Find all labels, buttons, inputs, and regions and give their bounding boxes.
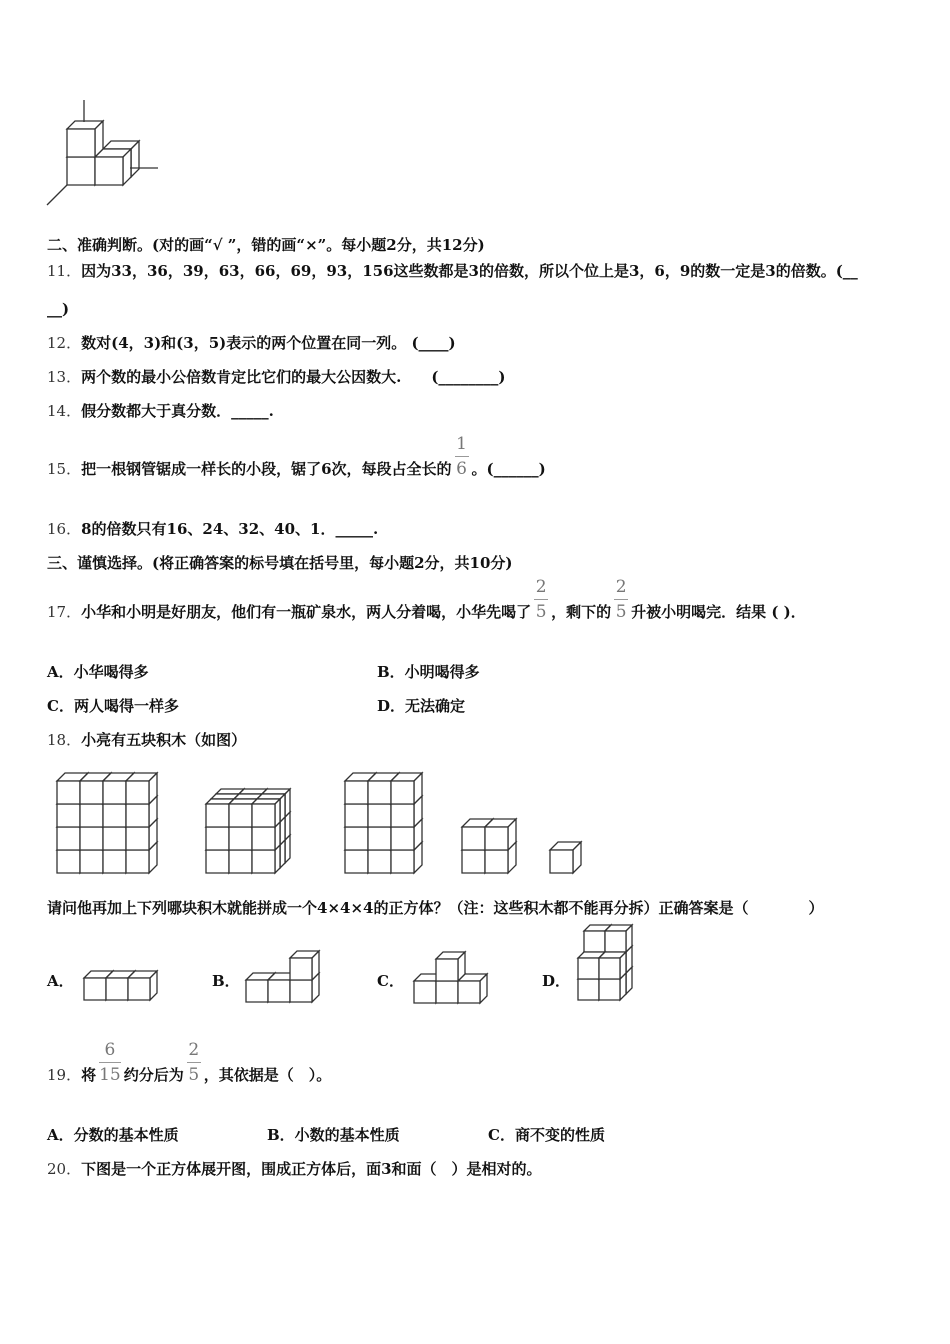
fraction-1-6 [455,434,469,479]
q-number: 12． [47,334,82,352]
option-a[interactable]: A．分数的基本性质 [47,1126,179,1144]
numerator: 2 [535,577,547,597]
q-number: 13． [47,368,82,386]
q-tail: ，其依据是（ ）。 [203,1066,332,1084]
block-1 [550,842,581,873]
question-12 [47,333,456,353]
q-text: 数对(4，3)和(3，5)表示的两个位置在同一列。 (____) [81,334,456,352]
fraction-6-15 [99,1040,121,1085]
numerator: 1 [456,434,467,454]
q-number: 14． [47,402,82,420]
option-b[interactable]: B．小数的基本性质 [267,1126,400,1144]
question-16 [47,519,378,539]
option-c[interactable]: C．两人喝得一样多 [47,697,179,715]
q-tail: 。(______) [471,460,546,478]
denominator: 5 [535,602,547,622]
question-14 [47,401,274,421]
block-4x4 [57,773,157,873]
q-text: 因为33，36，39，63，66，69，93，156这些数都是3的倍数，所以个位上是3，6，9的数一定是3的倍数。(__ [81,262,858,280]
option-a[interactable]: A． [47,972,74,990]
block-3x3x3 [206,789,290,873]
option-a[interactable]: A．小华喝得多 [47,663,149,681]
q-number: 17． [47,603,82,621]
denominator: 5 [615,602,627,622]
q-text: 8的倍数只有16、24、32、40、1．_____. [81,520,379,538]
q-text: 下图是一个正方体展开图，围成正方体后，面3和面（ ）是相对的。 [81,1160,542,1178]
q-text: 小亮有五块积木（如图） [81,731,247,749]
numerator: 2 [188,1040,200,1060]
question-19 [47,1040,331,1085]
q-text: 把一根钢管锯成一样长的小段，锯了6次，每段占全长的 [81,460,452,478]
q-number: 16． [47,520,82,538]
question-20 [47,1159,542,1179]
numerator: 2 [615,577,627,597]
numerator: 6 [104,1040,116,1060]
option-b-figure [246,951,319,1002]
option-d[interactable]: D．无法确定 [377,697,466,715]
q-mid: 约分后为 [123,1066,184,1084]
q-text: 小华和小明是好朋友，他们有一瓶矿泉水，两人分着喝，小华先喝了 [81,603,532,621]
question-17 [47,577,806,622]
denominator: 6 [456,459,467,479]
option-c[interactable]: C． [377,972,404,990]
question-18-prompt: 请问他再加上下列哪块积木就能拼成一个4×4×4的正方体？（注：这些积木都不能再分拆）正确答案是（ ） [47,899,824,917]
question-11 [47,261,858,281]
denominator: 5 [188,1065,200,1085]
q-number: 20． [47,1160,82,1178]
block-3x4 [345,773,422,873]
block-2x2 [462,819,516,873]
q-text: 两个数的最小公倍数肯定比它们的最大公因数大. (________) [81,368,506,386]
top-cube-figure [47,100,158,205]
option-d[interactable]: D． [542,972,571,990]
option-d-figure [578,925,632,1000]
fraction-2-5 [187,1040,201,1085]
q-number: 18． [47,731,82,749]
question-18 [47,730,246,750]
q-number: 19． [47,1066,82,1084]
option-b[interactable]: B． [212,972,240,990]
question-15 [47,434,546,479]
fraction-2-5 [534,577,548,622]
question-13 [47,367,506,387]
option-b[interactable]: B．小明喝得多 [377,663,480,681]
q-number: 15． [47,460,82,478]
q-number: 11． [47,262,82,280]
q-tail: 升被小明喝完．结果 ( )． [631,603,806,621]
denominator: 15 [99,1065,121,1085]
q-mid: ，剩下的 [551,603,612,621]
section2-title: 二、准确判断。(对的画“√ ”，错的画“×”。每小题2分，共12分) [47,236,485,254]
section3-title: 三、谨慎选择。(将正确答案的标号填在括号里，每小题2分，共10分) [47,554,513,572]
option-c-figure [414,952,487,1003]
fraction-2-5 [614,577,628,622]
option-c[interactable]: C．商不变的性质 [488,1126,605,1144]
q-text: 将 [81,1066,97,1084]
q-text: 假分数都大于真分数．_____. [81,402,274,420]
option-a-figure [84,971,157,1000]
question-11-cont: __) [47,300,70,318]
